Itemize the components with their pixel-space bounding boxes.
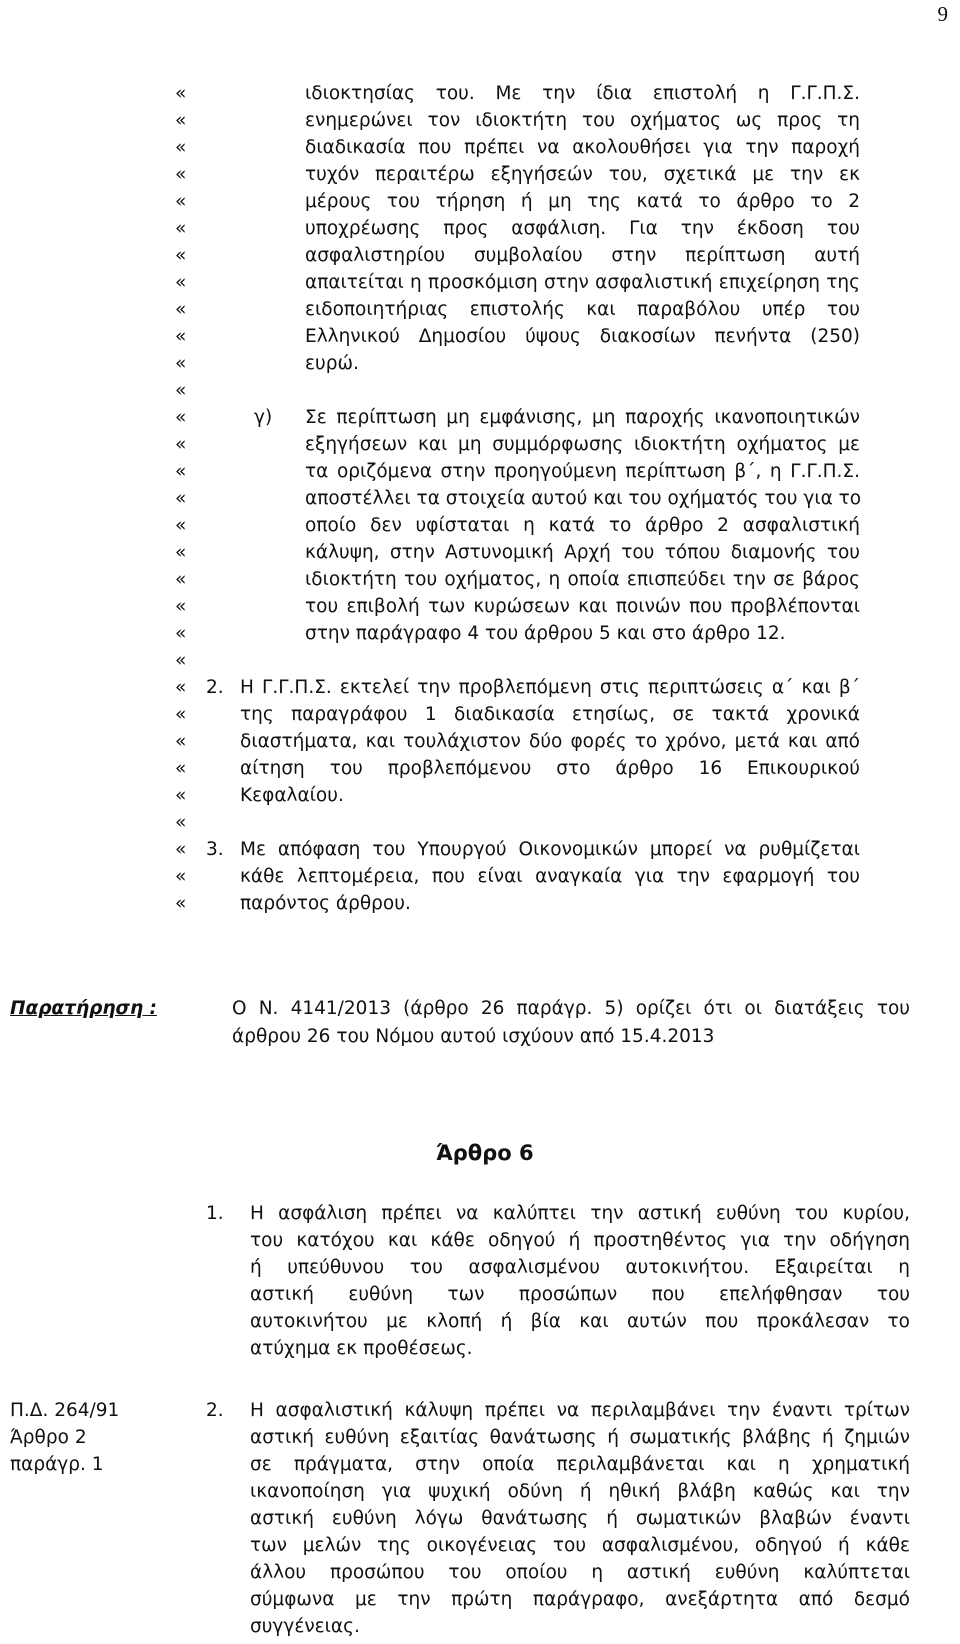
block1-line-6: υποχρέωσης προς ασφάλιση. Για την έκδοση του (305, 218, 860, 239)
para2-line-5: Κεφαλαίου. (240, 785, 344, 806)
quote-mark: « (175, 677, 187, 698)
quote-mark: « (175, 866, 187, 887)
para3-line-3: παρόντος άρθρου. (240, 893, 411, 914)
block1-line-9: ειδοποιητήριας επιστολής και παραβόλου υπέρ του (305, 299, 860, 320)
art-para1-line-6: ατύχημα εκ προθέσεως. (250, 1338, 473, 1359)
item-g-label: γ) (254, 407, 273, 428)
quote-mark: « (175, 623, 187, 644)
quote-mark: « (175, 893, 187, 914)
block1-line-7: ασφαλιστηρίου συμβολαίου στην περίπτωση αυτή (305, 245, 860, 266)
block1-line-10: Ελληνικού Δημοσίου ύψους διακοσίων πενήντα (250) (305, 326, 860, 347)
quote-mark: « (175, 461, 187, 482)
art-para2-line-7: άλλου προσώπου του οποίου η αστική ευθύνη καλύπτεται (250, 1562, 910, 1583)
art-para2-line-6: των μελών της οικογένειας του ασφαλισμένου, οδηγού ή κάθε (250, 1535, 910, 1556)
quote-mark: « (175, 164, 187, 185)
art-para1-line-3: ή υπεύθυνου του ασφαλισμένου αυτοκινήτου. Εξαιρείται η (250, 1257, 910, 1278)
art-para2-number: 2. (206, 1400, 224, 1421)
quote-mark: « (175, 785, 187, 806)
block1-line-4: τυχόν περαιτέρω εξηγήσεών του, σχετικά με την εκ (305, 164, 860, 185)
item-g-line-3: τα οριζόμενα στην προηγούμενη περίπτωση β΄, η Γ.Γ.Π.Σ. (305, 461, 860, 482)
quote-mark: « (175, 704, 187, 725)
para3-line-1: Με απόφαση του Υπουργού Οικονομικών μπορεί να ρυθμίζεται (240, 839, 860, 860)
para2-line-4: αίτηση του προβλεπόμενου στο άρθρο 16 Επικουρικού (240, 758, 860, 779)
quote-mark: « (175, 380, 187, 401)
quote-mark: « (175, 731, 187, 752)
quote-mark: « (175, 569, 187, 590)
side-note-line-2: Άρθρο 2 (10, 1427, 87, 1448)
observation-line-2: άρθρου 26 του Νόμου αυτού ισχύουν από 15.4.2013 (232, 1026, 715, 1047)
quote-mark: « (175, 245, 187, 266)
side-note-line-3: παράγρ. 1 (10, 1454, 104, 1475)
side-note-line-1: Π.Δ. 264/91 (10, 1400, 120, 1421)
block1-line-2: ενημερώνει τον ιδιοκτήτη του οχήματος ως προς τη (305, 110, 860, 131)
art-para1-number: 1. (206, 1203, 224, 1224)
item-g-line-9: στην παράγραφο 4 του άρθρου 5 και στο άρθρο 12. (305, 623, 786, 644)
quote-mark: « (175, 758, 187, 779)
art-para2-line-3: σε πράγματα, στην οποία περιλαμβάνεται και η χρηματική (250, 1454, 910, 1475)
quote-mark: « (175, 650, 187, 671)
art-para1-line-1: Η ασφάλιση πρέπει να καλύπτει την αστική ευθύνη του κυρίου, (250, 1203, 910, 1224)
quote-mark: « (175, 812, 187, 833)
art-para2-line-1: Η ασφαλιστική κάλυψη πρέπει να περιλαμβάνει την έναντι τρίτων (250, 1400, 910, 1421)
art-para2-line-2: αστική ευθύνη εξαιτίας θανάτωσης ή σωματικής βλάβης ή ζημιών (250, 1427, 910, 1448)
observation-line-1: Ο Ν. 4141/2013 (άρθρο 26 παράγρ. 5) ορίζει ότι οι διατάξεις του (232, 998, 910, 1019)
quote-mark: « (175, 596, 187, 617)
art-para1-line-2: του κατόχου και κάθε οδηγού ή προστηθέντος για την οδήγηση (250, 1230, 910, 1251)
quote-mark: « (175, 407, 187, 428)
page-number: 9 (937, 2, 948, 26)
quote-mark: « (175, 218, 187, 239)
para2-number: 2. (206, 677, 224, 698)
quote-mark: « (175, 434, 187, 455)
item-g-line-5: οποίο δεν υφίσταται η κατά το άρθρο 2 ασφαλιστική (305, 515, 860, 536)
quote-mark: « (175, 191, 187, 212)
item-g-line-6: κάλυψη, στην Αστυνομική Αρχή του τόπου διαμονής του (305, 542, 860, 563)
block1-line-11: ευρώ. (305, 353, 359, 374)
para2-line-2: της παραγράφου 1 διαδικασία ετησίως, σε τακτά χρονικά (240, 704, 860, 725)
block1-line-8: απαιτείται η προσκόμιση στην ασφαλιστική επιχείρηση της (305, 272, 860, 293)
item-g-line-2: εξηγήσεων και μη συμμόρφωσης ιδιοκτήτη οχήματος με (305, 434, 860, 455)
art-para2-line-9: συγγένειας. (250, 1616, 360, 1637)
quote-mark: « (175, 272, 187, 293)
para3-line-2: κάθε λεπτομέρεια, που είναι αναγκαία για την εφαρμογή του (240, 866, 860, 887)
art-para2-line-5: αστική ευθύνη λόγω θανάτωσης ή σωματικών βλαβών έναντι (250, 1508, 910, 1529)
quote-mark: « (175, 326, 187, 347)
quote-mark: « (175, 299, 187, 320)
art-para1-line-5: αυτοκινήτου με κλοπή ή βία και αυτών που προκάλεσαν το (250, 1311, 910, 1332)
quote-mark: « (175, 515, 187, 536)
para3-number: 3. (206, 839, 224, 860)
art-para2-line-4: ικανοποίηση για ψυχική οδύνη ή ηθική βλάβη καθώς και την (250, 1481, 910, 1502)
para2-line-3: διαστήματα, και τουλάχιστον δύο φορές το χρόνο, μετά και από (240, 731, 860, 752)
para2-line-1: Η Γ.Γ.Π.Σ. εκτελεί την προβλεπόμενη στις περιπτώσεις α΄ και β΄ (240, 677, 860, 698)
observation-label: Παρατήρηση : (10, 998, 157, 1019)
article-title: Άρθρο 6 (436, 1141, 534, 1165)
quote-mark: « (175, 542, 187, 563)
art-para2-line-8: σύμφωνα με την πρώτη παράγραφο, ανεξάρτητα από δεσμό (250, 1589, 910, 1610)
block1-line-1: ιδιοκτησίας του. Με την ίδια επιστολή η Γ.Γ.Π.Σ. (305, 83, 860, 104)
block1-line-3: διαδικασία που πρέπει να ακολουθήσει για την παροχή (305, 137, 860, 158)
quote-mark: « (175, 110, 187, 131)
item-g-line-8: του επιβολή των κυρώσεων και ποινών που προβλέπονται (305, 596, 860, 617)
block1-line-5: μέρους του τήρηση ή μη της κατά το άρθρο το 2 (305, 191, 860, 212)
art-para1-line-4: αστική ευθύνη των προσώπων που επελήφθησαν του (250, 1284, 910, 1305)
quote-mark: « (175, 83, 187, 104)
quote-mark: « (175, 839, 187, 860)
quote-mark: « (175, 488, 187, 509)
item-g-line-7: ιδιοκτήτη του οχήματος, η οποία επισπεύδει την σε βάρος (305, 569, 860, 590)
item-g-line-4: αποστέλλει τα στοιχεία αυτού και του οχήματός του για το (305, 488, 862, 509)
item-g-line-1: Σε περίπτωση μη εμφάνισης, μη παροχής ικανοποιητικών (305, 407, 860, 428)
quote-mark: « (175, 353, 187, 374)
quote-mark: « (175, 137, 187, 158)
